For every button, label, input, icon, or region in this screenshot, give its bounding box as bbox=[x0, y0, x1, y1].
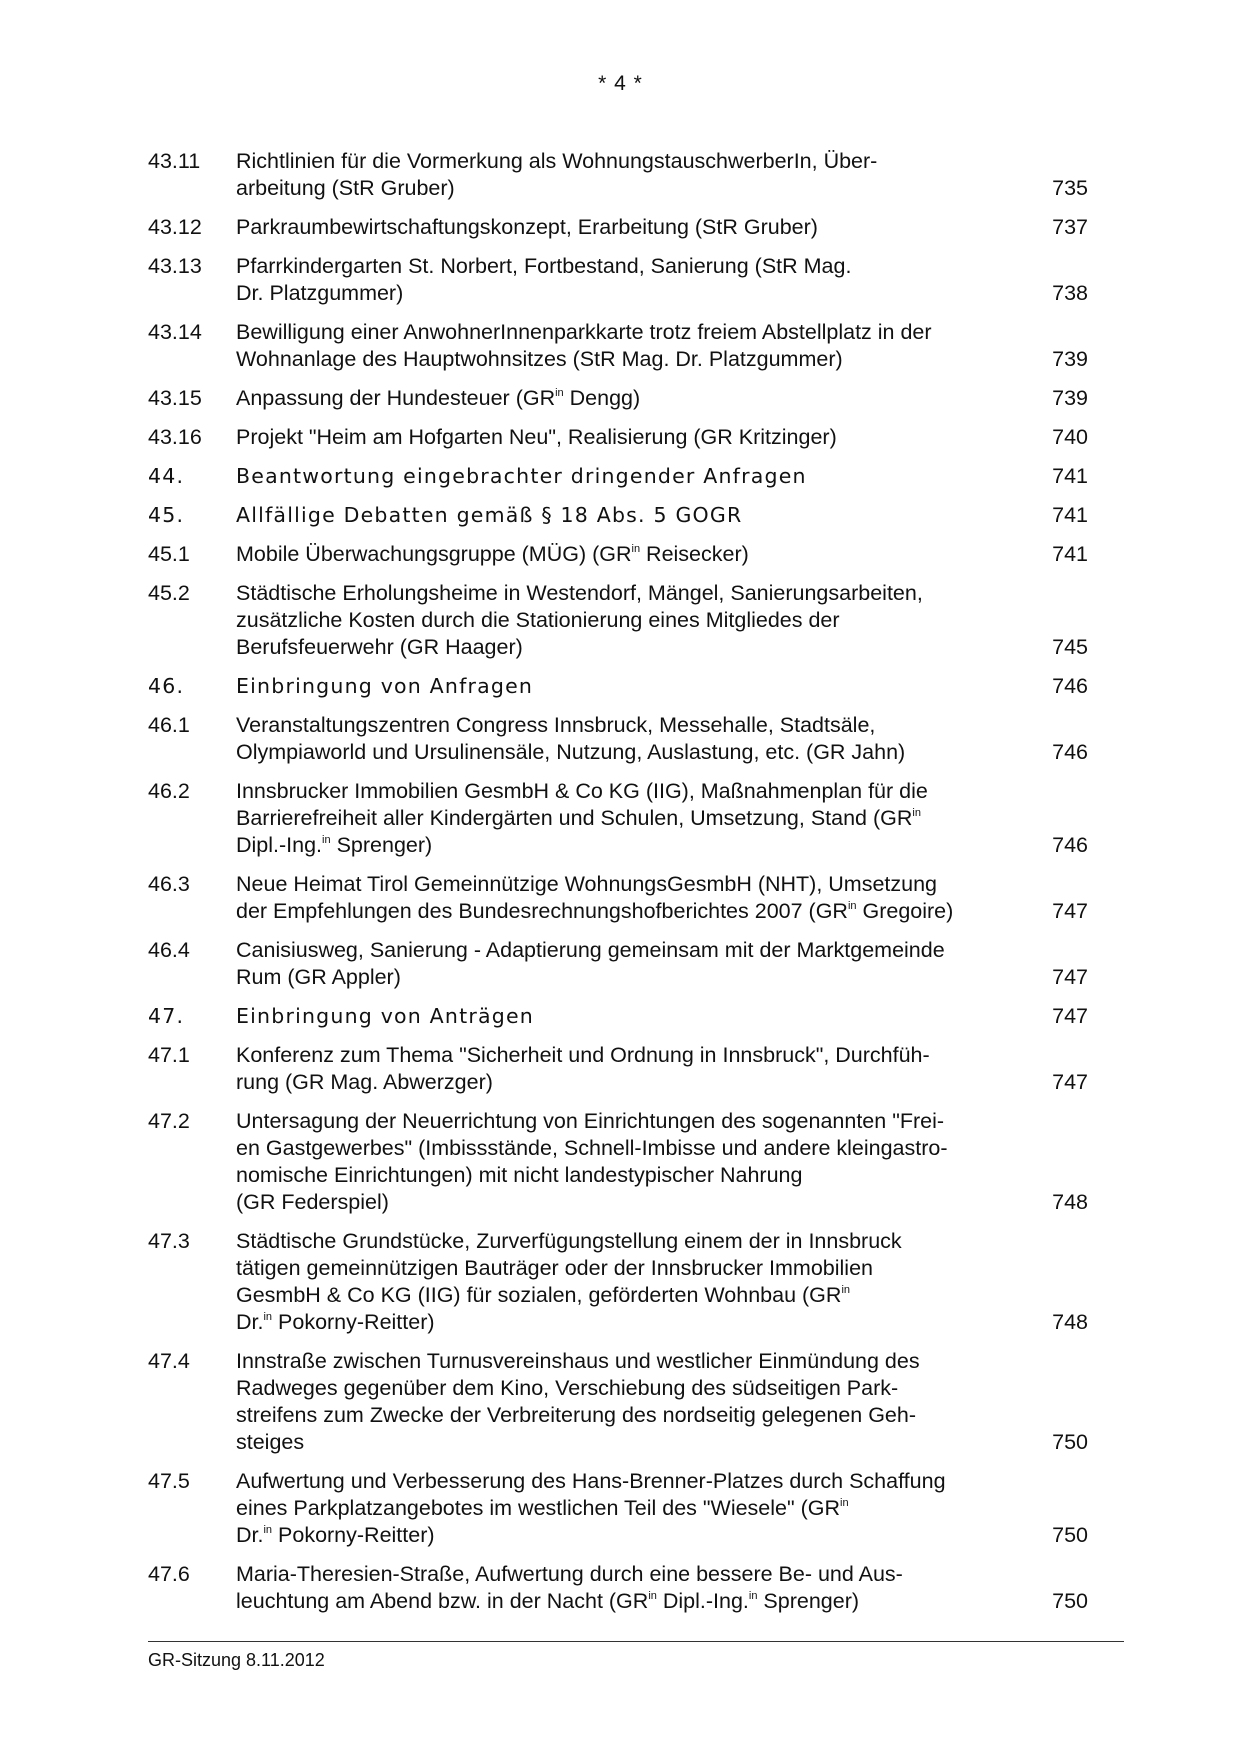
toc-entry-title bbox=[236, 502, 1008, 529]
toc-entry-title-line: eines Parkplatzangebotes im westlichen Teil des "Wiesele" ($GR^{in}$ bbox=[236, 1496, 849, 1520]
toc-entry-title-line: leuchtung am Abend bzw. in der Nacht ($GR^{in}$ Dipl.-Ing.$^{in}$ Sprenger) bbox=[236, 1589, 860, 1613]
toc-entry bbox=[148, 580, 1088, 661]
toc-entry-title-line: en Gastgewerbes" (Imbissstände, Schnell-Imbisse und andere kleingastro- bbox=[236, 1136, 948, 1160]
toc-entry-title bbox=[236, 712, 1008, 766]
toc-entry-title bbox=[236, 1468, 1008, 1549]
toc-entry-title bbox=[236, 214, 1008, 241]
toc-entry-title bbox=[236, 1003, 1008, 1030]
toc-entry-title-line: nomische Einrichtungen) mit nicht landestypischer Nahrung bbox=[236, 1163, 803, 1187]
toc-entry bbox=[148, 424, 1088, 451]
toc-entry-title bbox=[236, 1042, 1008, 1096]
toc-entry-title-line: Pfarrkindergarten St. Norbert, Fortbestand, Sanierung (StR Mag. bbox=[236, 254, 852, 278]
toc-entry-title bbox=[236, 1348, 1008, 1456]
toc-entry-page: 741 bbox=[1052, 464, 1088, 488]
toc-entry bbox=[148, 1108, 1088, 1216]
toc-entry-number: 43.11 bbox=[148, 149, 201, 173]
toc-entry-title-line: Radweges gegenüber dem Kino, Verschiebung des südseitigen Park- bbox=[236, 1376, 899, 1400]
toc-entry-title-line: Canisiusweg, Sanierung - Adaptierung gemeinsam mit der Marktgemeinde bbox=[236, 938, 945, 962]
toc-entry-title-line: Untersagung der Neuerrichtung von Einrichtungen des sogenannten "Frei- bbox=[236, 1109, 945, 1133]
toc-entry-title-line: rung (GR Mag. Abwerzger) bbox=[236, 1070, 493, 1094]
toc-entry-title-line: Berufsfeuerwehr (GR Haager) bbox=[236, 635, 523, 659]
toc-entry-page: 747 bbox=[1052, 965, 1088, 989]
toc-entry bbox=[148, 541, 1088, 568]
toc-entry bbox=[148, 937, 1088, 991]
toc-entry-title bbox=[236, 673, 1008, 700]
toc-entry-page: 748 bbox=[1052, 1190, 1088, 1214]
toc-entry bbox=[148, 1468, 1088, 1549]
toc-entry-number: 46.3 bbox=[148, 872, 190, 896]
toc-entry-title-line: streifens zum Zwecke der Verbreiterung des nordseitig gelegenen Geh- bbox=[236, 1403, 917, 1427]
toc-entry-title-line: Aufwertung und Verbesserung des Hans-Brenner-Platzes durch Schaffung bbox=[236, 1469, 946, 1493]
toc-entry bbox=[148, 1228, 1088, 1336]
toc-entry-title bbox=[236, 778, 1008, 859]
toc-entry-title-line: Maria-Theresien-Straße, Aufwertung durch eine bessere Be- und Aus- bbox=[236, 1562, 903, 1586]
toc-entry-page: 746 bbox=[1052, 674, 1088, 698]
toc-entry-title-line: arbeitung (StR Gruber) bbox=[236, 176, 455, 200]
toc-section-heading bbox=[148, 463, 1088, 490]
toc-entry-title bbox=[236, 1108, 1008, 1216]
toc-entry bbox=[148, 253, 1088, 307]
toc-section-heading bbox=[148, 673, 1088, 700]
toc-entry bbox=[148, 319, 1088, 373]
toc-entry-title-line: Anpassung der Hundesteuer ($GR^{in}$ Dengg) bbox=[236, 386, 641, 410]
toc-entry-title-line: Beantwortung eingebrachter dringender Anfragen bbox=[236, 464, 807, 488]
toc-entry-title-line: Konferenz zum Thema "Sicherheit und Ordnung in Innsbruck", Durchfüh- bbox=[236, 1043, 930, 1067]
toc-entry-title-line: der Empfehlungen des Bundesrechnungshofberichtes 2007 ($GR^{in}$ Gregoire) bbox=[236, 899, 954, 923]
toc-entry-page: 746 bbox=[1052, 740, 1088, 764]
toc-section-heading bbox=[148, 1003, 1088, 1030]
toc-entry-title-line: Städtische Grundstücke, Zurverfügungstellung einem der in Innsbruck bbox=[236, 1229, 902, 1253]
toc-entry-number: 47.6 bbox=[148, 1562, 190, 1586]
toc-entry-title-line: Dr.$^{in}$ Pokorny-Reitter) bbox=[236, 1523, 435, 1547]
toc-entry-title-line: tätigen gemeinnützigen Bauträger oder der Innsbrucker Immobilien bbox=[236, 1256, 874, 1280]
toc-entry-title bbox=[236, 580, 1008, 661]
toc-entry-number: 47.1 bbox=[148, 1043, 190, 1067]
toc-entry-page: 750 bbox=[1052, 1523, 1088, 1547]
footer-text: GR-Sitzung 8.11.2012 bbox=[148, 1650, 325, 1670]
toc-entry-title-line: Olympiaworld und Ursulinensäle, Nutzung, Auslastung, etc. (GR Jahn) bbox=[236, 740, 906, 764]
toc-entry-title bbox=[236, 385, 1008, 412]
toc-entry-page: 748 bbox=[1052, 1310, 1088, 1334]
toc-entry-title-line: GesmbH & Co KG (IIG) für sozialen, geförderten Wohnbau ($GR^{in}$ bbox=[236, 1283, 850, 1307]
toc-entry-title-line: zusätzliche Kosten durch die Stationierung eines Mitgliedes der bbox=[236, 608, 840, 632]
toc-entry-title-line: Allfällige Debatten gemäß § 18 Abs. 5 GOGR bbox=[236, 503, 743, 527]
toc-entry-page: 737 bbox=[1052, 215, 1088, 239]
toc-entry-title-line: Innstraße zwischen Turnusvereinshaus und westlicher Einmündung des bbox=[236, 1349, 920, 1373]
toc-entry-number: 43.13 bbox=[148, 254, 202, 278]
toc-entry-page: 738 bbox=[1052, 281, 1088, 305]
toc-entry-number: 43.12 bbox=[148, 215, 202, 239]
toc-entry bbox=[148, 214, 1088, 241]
toc-entry-page: 741 bbox=[1052, 503, 1088, 527]
toc-entry bbox=[148, 1042, 1088, 1096]
toc-entry-page: 747 bbox=[1052, 899, 1088, 923]
toc-entry bbox=[148, 778, 1088, 859]
toc-entry-number: 47. bbox=[148, 1004, 185, 1028]
toc-entry-title-line: Parkraumbewirtschaftungskonzept, Erarbeitung (StR Gruber) bbox=[236, 215, 818, 239]
toc-entry-title bbox=[236, 463, 1008, 490]
toc-entry-number: 46.2 bbox=[148, 779, 190, 803]
toc-entry-number: 47.4 bbox=[148, 1349, 190, 1373]
toc-entry-title bbox=[236, 1561, 1008, 1615]
toc-entry bbox=[148, 385, 1088, 412]
toc-entry-number: 45. bbox=[148, 503, 185, 527]
toc-entry-number: 46.4 bbox=[148, 938, 190, 962]
toc-entry-number: 43.16 bbox=[148, 425, 202, 449]
toc-entry-page: 739 bbox=[1052, 347, 1088, 371]
toc-entry-number: 43.15 bbox=[148, 386, 202, 410]
toc-entry-page: 745 bbox=[1052, 635, 1088, 659]
toc-entry-number: 45.2 bbox=[148, 581, 190, 605]
toc-entry bbox=[148, 712, 1088, 766]
toc-entry bbox=[148, 1348, 1088, 1456]
toc-entry-number: 46.1 bbox=[148, 713, 190, 737]
toc-entry-page: 750 bbox=[1052, 1589, 1088, 1613]
toc-entry-number: 44. bbox=[148, 464, 185, 488]
toc-entry-page: 750 bbox=[1052, 1430, 1088, 1454]
toc-entry-title bbox=[236, 319, 1008, 373]
toc-entry-page: 735 bbox=[1052, 176, 1088, 200]
toc-entry-title-line: Einbringung von Anfragen bbox=[236, 674, 534, 698]
toc-entry-title bbox=[236, 424, 1008, 451]
toc-entry-title-line: Dipl.-Ing.$^{in}$ Sprenger) bbox=[236, 833, 433, 857]
toc-section-heading bbox=[148, 502, 1088, 529]
toc-entry-title-line: Bewilligung einer AnwohnerInnenparkkarte trotz freiem Abstellplatz in der bbox=[236, 320, 932, 344]
table-of-contents bbox=[148, 148, 1088, 1627]
toc-entry bbox=[148, 1561, 1088, 1615]
toc-entry-title-line: Projekt "Heim am Hofgarten Neu", Realisierung (GR Kritzinger) bbox=[236, 425, 837, 449]
toc-entry-page: 741 bbox=[1052, 542, 1088, 566]
toc-entry-page: 747 bbox=[1052, 1070, 1088, 1094]
toc-entry-title-line: Mobile Überwachungsgruppe (MÜG) ($GR^{in}$ Reisecker) bbox=[236, 542, 749, 566]
toc-entry-title bbox=[236, 148, 1008, 202]
toc-entry-title-line: Einbringung von Anträgen bbox=[236, 1004, 534, 1028]
page-number: * 4 * bbox=[598, 72, 643, 95]
toc-entry-page: 746 bbox=[1052, 833, 1088, 857]
toc-entry-number: 45.1 bbox=[148, 542, 190, 566]
toc-entry-number: 47.5 bbox=[148, 1469, 190, 1493]
toc-entry-title-line: Richtlinien für die Vormerkung als WohnungstauschwerberIn, Über- bbox=[236, 149, 878, 173]
toc-entry-title-line: Neue Heimat Tirol Gemeinnützige WohnungsGesmbH (NHT), Umsetzung bbox=[236, 872, 938, 896]
toc-entry-number: 43.14 bbox=[148, 320, 202, 344]
footer-divider bbox=[148, 1641, 1124, 1642]
toc-entry-title-line: Rum (GR Appler) bbox=[236, 965, 401, 989]
toc-entry-number: 47.2 bbox=[148, 1109, 190, 1133]
toc-entry-number: 47.3 bbox=[148, 1229, 190, 1253]
toc-entry-title-line: Innsbrucker Immobilien GesmbH & Co KG (IIG), Maßnahmenplan für die bbox=[236, 779, 928, 803]
toc-entry-title bbox=[236, 871, 1008, 925]
toc-entry-title bbox=[236, 937, 1008, 991]
toc-entry-page: 739 bbox=[1052, 386, 1088, 410]
toc-entry-title-line: Barrierefreiheit aller Kindergärten und Schulen, Umsetzung, Stand ($GR^{in}$ bbox=[236, 806, 921, 830]
toc-entry-title-line: Dr. Platzgummer) bbox=[236, 281, 404, 305]
toc-entry-title-line: Wohnanlage des Hauptwohnsitzes (StR Mag. Dr. Platzgummer) bbox=[236, 347, 843, 371]
toc-entry-title-line: Städtische Erholungsheime in Westendorf, Mängel, Sanierungsarbeiten, bbox=[236, 581, 923, 605]
toc-entry-title-line: (GR Federspiel) bbox=[236, 1190, 389, 1214]
toc-entry-page: 740 bbox=[1052, 425, 1088, 449]
toc-entry-page: 747 bbox=[1052, 1004, 1088, 1028]
toc-entry bbox=[148, 871, 1088, 925]
toc-entry bbox=[148, 148, 1088, 202]
toc-entry-title bbox=[236, 253, 1008, 307]
toc-entry-title bbox=[236, 1228, 1008, 1336]
toc-entry-title-line: Dr.$^{in}$ Pokorny-Reitter) bbox=[236, 1310, 435, 1334]
toc-entry-number: 46. bbox=[148, 674, 185, 698]
toc-entry-title bbox=[236, 541, 1008, 568]
toc-entry-title-line: Veranstaltungszentren Congress Innsbruck, Messehalle, Stadtsäle, bbox=[236, 713, 876, 737]
toc-entry-title-line: steiges bbox=[236, 1430, 305, 1454]
